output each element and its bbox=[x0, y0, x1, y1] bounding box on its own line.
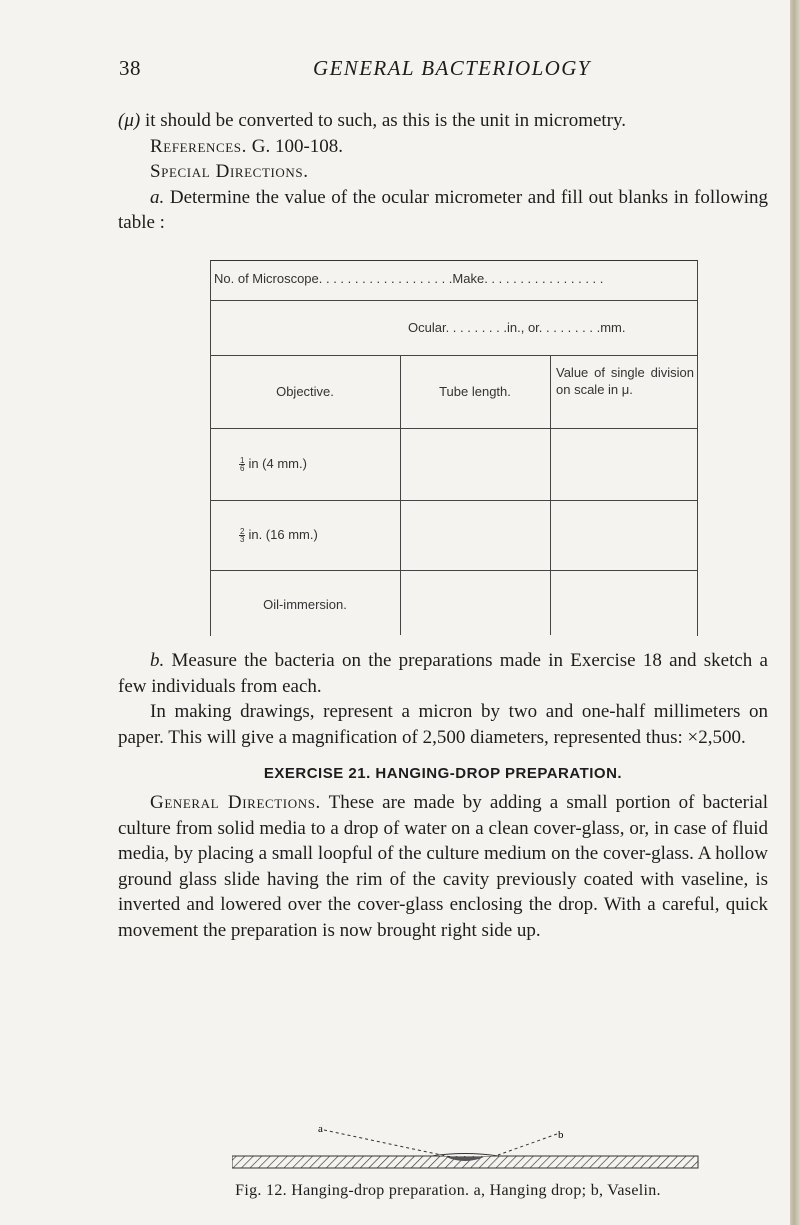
ocular-dots: . . . . . . . . . bbox=[445, 320, 507, 335]
col-objective-header: Objective. bbox=[276, 384, 334, 399]
references-text: G. 100-108. bbox=[246, 135, 344, 157]
table-border bbox=[210, 260, 698, 635]
table-rule-4 bbox=[210, 500, 698, 501]
in-or-label: in., or bbox=[506, 320, 539, 335]
table-rule-5 bbox=[210, 570, 698, 571]
table-col-line-2 bbox=[550, 355, 551, 635]
col-value-header: Value of single division on scale in μ. bbox=[556, 365, 694, 397]
objective-row-3: Oil-immersion. bbox=[263, 597, 347, 612]
general-directions-block bbox=[118, 790, 768, 943]
general-directions-label: General Directions. bbox=[150, 792, 321, 813]
drawings-paragraph bbox=[118, 699, 768, 750]
special-directions-heading: Special Directions. bbox=[150, 161, 309, 182]
item-a-text: Determine the value of the ocular micrometer and fill out blanks in following table : bbox=[118, 186, 768, 233]
drawings-text: In making drawings, represent a micron by two and one-half millimeters on paper. This will give a magnification of 2,500 diameters, represented thus: bbox=[118, 701, 768, 748]
fraction-1-numerator: 1 bbox=[240, 456, 245, 466]
general-directions-text: These are made by adding a small portion of bacterial culture from solid media to a drop of water on a clean cover-glass, or, in case of fluid media, by placing a small loopful of the culture medium on the cover-glass. A hollow ground glass slide having the rim of the cavity previously coated with vaseline, is inverted and lowered over the cover-glass enclosing the drop. With a careful, quick movement the preparation is now brought right side up. bbox=[118, 792, 768, 941]
general-directions-paragraph bbox=[118, 790, 768, 943]
magnification-value: ×2,500. bbox=[687, 726, 746, 748]
mu-symbol: (μ) bbox=[118, 110, 141, 131]
microscope-label: No. of Microscope bbox=[214, 271, 319, 286]
microscope-row bbox=[214, 271, 696, 286]
item-a-letter: a. bbox=[150, 186, 165, 208]
running-title: GENERAL BACTERIOLOGY bbox=[313, 56, 591, 80]
mu-paragraph bbox=[118, 108, 768, 134]
references-line bbox=[118, 134, 768, 160]
intro-block bbox=[118, 108, 768, 236]
table-rule-2 bbox=[210, 355, 698, 356]
item-b-block bbox=[118, 648, 768, 750]
figure-caption: Fig. 12. Hanging-drop preparation. a, Hanging drop; b, Vaselin. bbox=[235, 1182, 661, 1199]
hanging-drop-figure bbox=[232, 1126, 732, 1176]
page-header bbox=[0, 56, 790, 86]
fraction-1-denominator: 6 bbox=[240, 464, 245, 474]
table-left-line bbox=[210, 260, 211, 636]
exercise-heading: EXERCISE 21. HANGING-DROP PREPARATION. bbox=[263, 765, 623, 782]
ocular-label: Ocular bbox=[408, 320, 446, 335]
fraction-2-numerator: 2 bbox=[240, 527, 245, 537]
pointer-a bbox=[324, 1130, 451, 1157]
microscope-dots: . . . . . . . . . . . . . . . . . . . bbox=[318, 271, 453, 286]
micrometer-table bbox=[210, 260, 698, 636]
table-rule-1 bbox=[210, 300, 698, 301]
make-dots: . . . . . . . . . . . . . . . . . bbox=[484, 271, 604, 286]
item-b-letter: b. bbox=[150, 650, 165, 671]
fraction-2-denominator: 3 bbox=[240, 535, 245, 545]
objective-row-2-label: in. (16 mm.) bbox=[248, 527, 318, 542]
in-dots: . . . . . . . . . bbox=[538, 320, 601, 335]
references-label: References. bbox=[150, 135, 247, 157]
objective-row-1 bbox=[239, 456, 307, 472]
ocular-row bbox=[408, 320, 698, 335]
table-rule-3 bbox=[210, 428, 698, 429]
figure-label-a: a bbox=[318, 1126, 323, 1135]
figure-label-b: b bbox=[558, 1129, 564, 1141]
pointer-b bbox=[498, 1134, 557, 1155]
page-number: 38 bbox=[119, 56, 141, 80]
mu-paragraph-text: it should be converted to such, as this is the unit in micrometry. bbox=[140, 110, 627, 131]
fraction-2 bbox=[239, 528, 245, 543]
col-tube-header: Tube length. bbox=[439, 384, 511, 399]
table-right-line bbox=[697, 260, 698, 636]
make-label: Make bbox=[452, 271, 485, 286]
objective-row-1-label: in (4 mm.) bbox=[248, 456, 307, 471]
mm-label: mm. bbox=[600, 320, 626, 335]
page-edge bbox=[790, 0, 800, 1225]
item-a-paragraph bbox=[118, 185, 768, 236]
objective-row-2 bbox=[239, 527, 318, 543]
item-b-paragraph bbox=[118, 648, 768, 699]
fraction-1 bbox=[239, 457, 245, 472]
item-b-text: Measure the bacteria on the preparations made in Exercise 18 and sketch a few individuals from each. bbox=[118, 650, 768, 697]
